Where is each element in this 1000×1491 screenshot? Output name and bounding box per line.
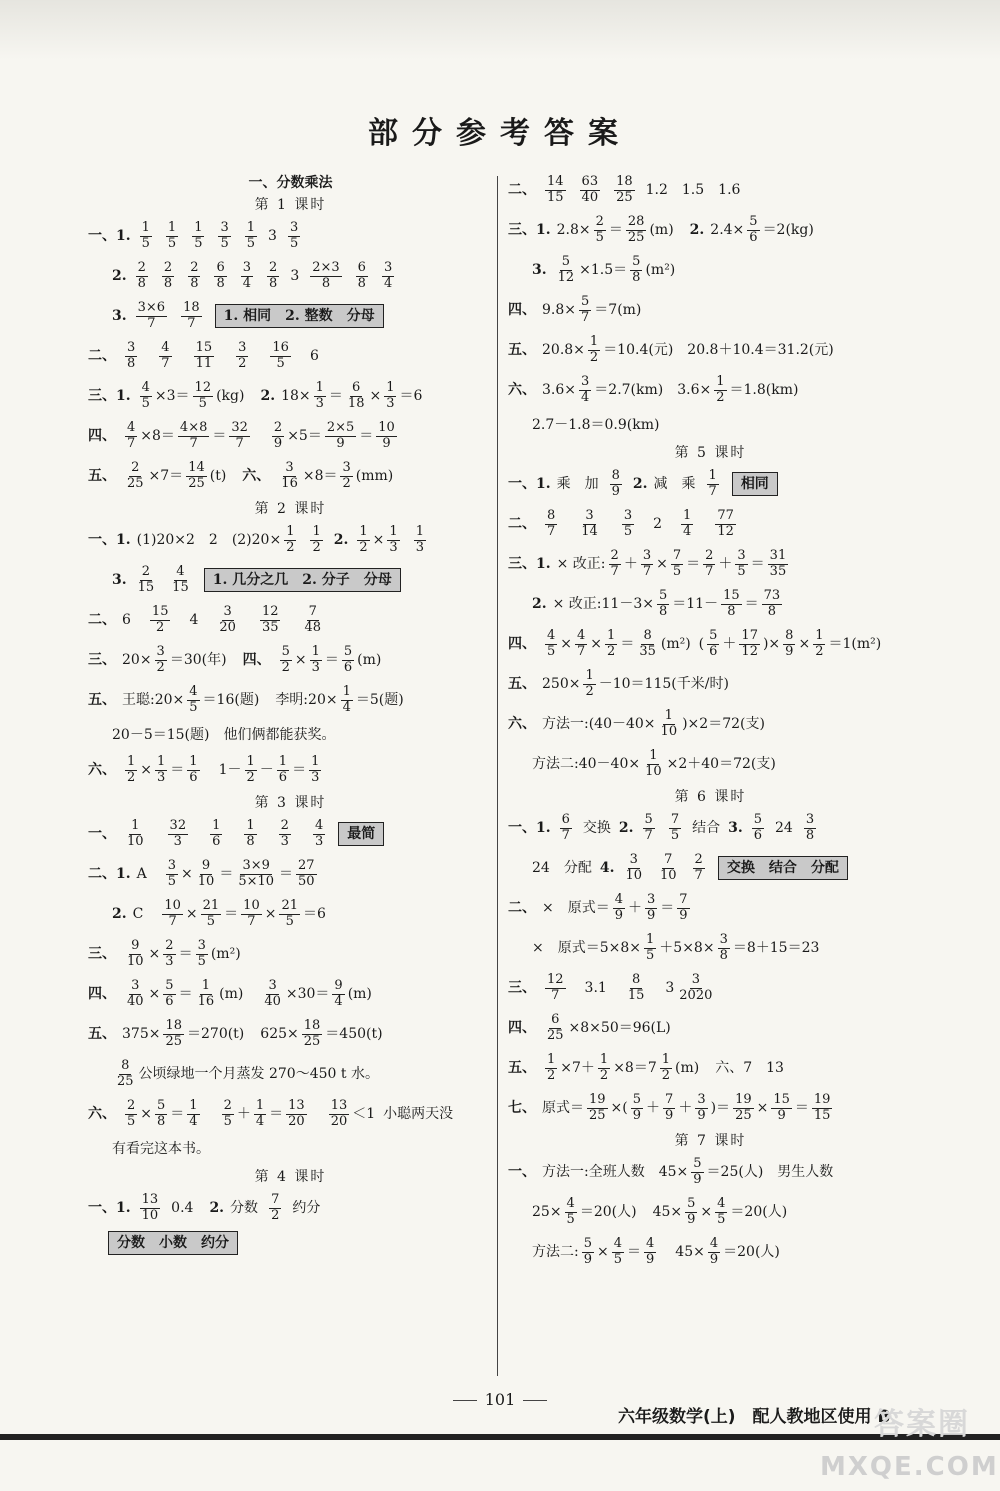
answer-line [88, 1228, 493, 1258]
answer-line: 五、 375× $\frac{18}{25}$ ＝270(t) 625× $\frac{18}{25}$ ＝450(t) [88, 1018, 383, 1049]
answer-line: 3. $\frac{2}{15}$ $\frac{4}{15}$ 1. 几分之几 2. 分子 分母 [88, 560, 493, 600]
answer-line: 一、1. $\frac{13}{10}$ 0.4 2. 分数 $\frac{7}{2}$ 约分 [88, 1192, 321, 1223]
watermark-logo: 答案圈 [874, 1407, 970, 1442]
watermark-url: MXQE.COM [820, 1452, 999, 1482]
unit-title: 一、分数乘法 [248, 175, 333, 191]
answer-line: 一、1. $\frac{1}{5}$ $\frac{1}{5}$ $\frac{1}{5}$ $\frac{3}{5}$ $\frac{1}{5}$ 3 $\frac{3}{5}$ [88, 220, 299, 251]
answer-line: 五、 $\frac{2}{25}$ ×7＝ $\frac{14}{25}$ (t) 六、 $\frac{3}{16}$ ×8＝ $\frac{3}{2}$ (mm) [88, 460, 394, 491]
answer-line: 六、 3.6× $\frac{3}{4}$ ＝2.7(km) 3.6× $\frac{1}{2}$ ＝1.8(km) [508, 374, 799, 405]
answer-line: 四、 $\frac{4}{5}$ × $\frac{4}{7}$ × $\frac{1}{2}$ ＝ $\frac{8}{35}$ (m²) ( $\frac{5}{6}$ ＋ $\frac{17}{12}$ )× $\frac{8}{9}$ × $\frac{1}{2}$ ＝1(m²) [508, 628, 882, 659]
highlight-box: 分数 小数 约分 [108, 1231, 238, 1255]
answer-line: × 原式＝5×8× $\frac{1}{5}$ ＋5×8× $\frac{3}{8}$ ＝8＋15＝23 [532, 932, 820, 963]
answer-line: 二、 $\frac{8}{7}$ $\frac{3}{14}$ $\frac{3}{5}$ 2 $\frac{1}{4}$ $\frac{77}{12}$ [508, 508, 734, 539]
page-top-shading [0, 0, 1000, 60]
answer-line: 三、 20× $\frac{3}{2}$ ＝30 (年) 四、 $\frac{5}{2}$ × $\frac{1}{3}$ ＝ $\frac{5}{6}$ (m) [88, 644, 382, 675]
answer-line: 2. $\frac{2}{8}$ $\frac{2}{8}$ $\frac{2}{8}$ $\frac{6}{8}$ $\frac{3}{4}$ $\frac{2}{8}$ 3 $\frac{2\times 3}{8}$ $\frac{6}{8}$ $\frac{3}{4}$ [112, 260, 393, 291]
answer-line: 2. × 改正:11－3× $\frac{5}{8}$ ＝11－ $\frac{15}{8}$ ＝ $\frac{73}{8}$ [532, 588, 781, 619]
answer-line: 25× $\frac{4}{5}$ ＝20(人) 45× $\frac{5}{9}$ × $\frac{4}{5}$ ＝20(人) [532, 1196, 788, 1227]
highlight-box: 1. 相同 2. 整数 分母 [215, 304, 384, 328]
lesson-heading: 第 1 课时 [254, 197, 327, 213]
answer-line: 六、 方法一:(40－40× $\frac{1}{10}$ )×2＝72(支) [508, 708, 765, 739]
answer-line: 四、 $\frac{4}{7}$ ×8＝ $\frac{4\times 8}{7}$ ＝ $\frac{32}{7}$ $\frac{2}{9}$ ×5＝ $\frac{2\times 5}{9}$ ＝ $\frac{10}{9}$ [88, 420, 395, 451]
lesson-heading: 第 5 课时 [674, 445, 747, 461]
answer-line: 五、 20.8× $\frac{1}{2}$ ＝10.4(元) 20.8＋10.4＝31.2(元) [508, 334, 834, 365]
page-title: 部分参考答案 [368, 116, 632, 151]
highlight-box: 相同 [732, 472, 778, 496]
right-column [508, 170, 913, 1272]
answer-line: 2.7－1.8＝0.9(km) [532, 416, 660, 433]
answer-line: 五、 王聪: 20× $\frac{4}{5}$ ＝16 (题) 李明: 20× $\frac{1}{4}$ ＝5(题) [88, 684, 404, 715]
answer-line: 三、 $\frac{9}{10}$ × $\frac{2}{3}$ ＝ $\frac{3}{5}$ (m²) [88, 938, 241, 969]
answer-line: 七、 原式＝ $\frac{19}{25}$ ×( $\frac{5}{9}$ ＋ $\frac{7}{9}$ ＋ $\frac{3}{9}$ )＝ $\frac{19}{25}$ × $\frac{15}{9}$ ＝ $\frac{19}{15}$ [508, 1092, 831, 1123]
answer-line: 四、 $\frac{6}{25}$ ×8×50＝96(L) [508, 1012, 671, 1043]
answer-line: 3. $\frac{5}{12}$ ×1.5＝ $\frac{5}{8}$ (m²) [532, 254, 676, 285]
answer-line: 二、1. A $\frac{3}{5}$ × $\frac{9}{10}$ ＝ $\frac{3\times 9}{5\times 10}$ ＝ $\frac{27}{50}$ [88, 858, 315, 889]
lesson-heading: 第 6 课时 [674, 789, 747, 805]
answer-line: 2. C $\frac{10}{7}$ × $\frac{21}{5}$ ＝ $\frac{10}{7}$ × $\frac{21}{5}$ ＝6 [112, 898, 326, 929]
highlight-box: 交换 结合 分配 [718, 856, 848, 880]
highlight-box: 最简 [338, 822, 384, 846]
column-divider [497, 176, 498, 1376]
answer-line: 三、1. × 改正: $\frac{2}{7}$ ＋ $\frac{3}{7}$ × $\frac{7}{5}$ ＝ $\frac{2}{7}$ ＋ $\frac{3}{5}$ ＝ $\frac{31}{35}$ [508, 548, 787, 579]
answer-line: 四、 $\frac{3}{40}$ × $\frac{5}{6}$ ＝ $\frac{1}{16}$ (m) $\frac{3}{40}$ ×30＝ $\frac{9}{4}$ (m) [88, 978, 372, 1009]
answer-line: 二、 $\frac{14}{15}$ $\frac{63}{40}$ $\frac{18}{25}$ 1.2 1.5 1.6 [508, 174, 741, 205]
answer-line: 一、1. 乘 加 $\frac{8}{9}$ 2. 减 乘 $\frac{1}{7}$ 相同 [508, 464, 913, 504]
answer-line: 方法二:40－40× $\frac{1}{10}$ ×2＋40＝72(支) [532, 748, 776, 779]
bottom-rule [0, 1434, 1000, 1440]
answer-line: 二、 6 $\frac{15}{2}$ 4 $\frac{3}{20}$ $\frac{12}{35}$ $\frac{7}{48}$ [88, 604, 322, 635]
highlight-box: 1. 几分之几 2. 分子 分母 [204, 568, 401, 592]
lesson-heading: 第 2 课时 [254, 501, 327, 517]
answer-line: 有看完这本书。 [112, 1140, 210, 1157]
answer-line: 五、 250× $\frac{1}{2}$ －10＝115(千米/时) [508, 668, 729, 699]
answer-line: 三、1. 2.8× $\frac{2}{5}$ ＝ $\frac{28}{25}$ (m) 2. 2.4× $\frac{5}{6}$ ＝2(kg) [508, 214, 814, 245]
answer-line: 一、 $\frac{1}{10}$ $\frac{32}{3}$ $\frac{1}{6}$ $\frac{1}{8}$ $\frac{2}{3}$ $\frac{4}{3}$ 最简 [88, 814, 493, 854]
book-title: 六年级数学(上) 配人教地区使用 B [618, 1407, 891, 1427]
lesson-heading: 第 7 课时 [674, 1133, 747, 1149]
answer-line: 二、 $\frac{3}{8}$ $\frac{4}{7}$ $\frac{15}{11}$ $\frac{3}{2}$ $\frac{16}{5}$ 6 [88, 340, 319, 371]
lesson-heading: 第 3 课时 [254, 795, 327, 811]
answer-line: 方法二: $\frac{5}{9}$ × $\frac{4}{5}$ ＝ $\frac{4}{9}$ 45× $\frac{4}{9}$ ＝20(人) [532, 1236, 780, 1267]
left-column [88, 170, 493, 1258]
answer-line: 六、 $\frac{1}{2}$ × $\frac{1}{3}$ ＝ $\frac{1}{6}$ 1－ $\frac{1}{2}$ － $\frac{1}{6}$ ＝ $\frac{1}{3}$ [88, 754, 320, 785]
answer-line: 四、 9.8× $\frac{5}{7}$ ＝7(m) [508, 294, 642, 325]
answer-line: $\frac{8}{25}$ 公顷绿地一个月蒸发 270～450 t 水。 [117, 1058, 379, 1089]
answer-line: 三、1. $\frac{4}{5}$ ×3＝ $\frac{12}{5}$ (kg) 2. 18× $\frac{1}{3}$ ＝ $\frac{6}{18}$ × $\frac{1}{3}$ ＝6 [88, 380, 423, 411]
answer-line: 一、1. $\frac{6}{7}$ 交换 2. $\frac{5}{7}$ $\frac{7}{5}$ 结合 3. $\frac{5}{6}$ 24 $\frac{3}{8}$ [508, 812, 815, 843]
answer-line: 20－5＝15(题) 他们俩都能获奖。 [112, 726, 336, 743]
answer-line: 二、 × 原式＝ $\frac{4}{9}$ ＋ $\frac{3}{9}$ ＝ $\frac{7}{9}$ [508, 892, 688, 923]
answer-line: 五、 $\frac{1}{2}$ ×7＋ $\frac{1}{2}$ ×8＝7 $\frac{1}{2}$ (m) 六、7 13 [508, 1052, 784, 1083]
answer-line: 六、 $\frac{2}{5}$ × $\frac{5}{8}$ ＝ $\frac{1}{4}$ $\frac{2}{5}$ ＋ $\frac{1}{4}$ ＝ $\frac{13}{20}$ $\frac{13}{20}$ ＜1 小聪两天没 [88, 1098, 454, 1129]
lesson-heading: 第 4 课时 [254, 1169, 327, 1185]
answer-line: 一、 方法一:全班人数 45× $\frac{5}{9}$ ＝25(人) 男生人数 [508, 1156, 834, 1187]
answer-line: 3. $\frac{3\times 6}{7}$ $\frac{18}{7}$ 1. 相同 2. 整数 分母 [88, 296, 493, 336]
answer-line: 三、 $\frac{12}{7}$ 3.1 $\frac{8}{15}$ 3 $\frac{3}{2020}$ [508, 972, 713, 1003]
answer-line: 24 分配 4. $\frac{3}{10}$ $\frac{7}{10}$ $\frac{2}{7}$ 交换 结合 分配 [508, 848, 913, 888]
answer-line: 一、1. (1)20×2 2 (2)20× $\frac{1}{2}$ $\frac{1}{2}$ 2. $\frac{1}{2}$ × $\frac{1}{3}$ $\frac{1}{3}$ [88, 524, 424, 555]
page-number: 101 [0, 1390, 1000, 1409]
